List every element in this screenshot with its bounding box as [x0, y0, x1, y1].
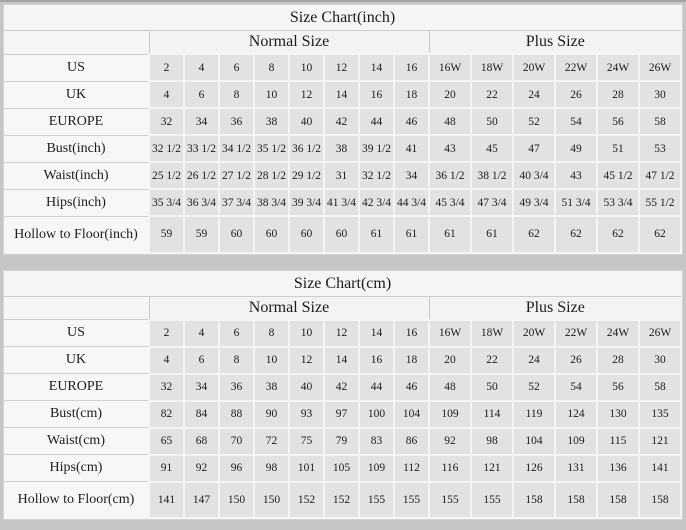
size-value-cell: 35 3/4 — [149, 189, 184, 216]
size-value-cell: 38 — [254, 374, 289, 401]
size-value-cell: 44 — [359, 108, 394, 135]
size-value-cell: 60 — [254, 216, 289, 253]
chart-title: Size Chart(cm) — [4, 271, 681, 297]
size-value-cell: 90 — [254, 401, 289, 428]
chart-title: Size Chart(inch) — [4, 5, 681, 31]
size-value-cell: 100 — [359, 401, 394, 428]
size-value-cell: 86 — [394, 428, 429, 455]
size-value-cell: 141 — [639, 455, 681, 482]
size-value-cell: 41 3/4 — [324, 189, 359, 216]
size-value-cell: 109 — [555, 428, 597, 455]
size-value-cell: 82 — [149, 401, 184, 428]
size-value-cell: 6 — [219, 54, 254, 81]
size-value-cell: 124 — [555, 401, 597, 428]
size-value-cell: 50 — [471, 374, 513, 401]
size-value-cell: 22W — [555, 320, 597, 347]
size-value-cell: 8 — [254, 54, 289, 81]
size-value-cell: 155 — [429, 482, 471, 519]
size-value-cell: 40 — [289, 108, 324, 135]
size-value-cell: 60 — [289, 216, 324, 253]
size-value-cell: 4 — [184, 54, 219, 81]
size-value-cell: 60 — [324, 216, 359, 253]
size-value-cell: 6 — [184, 81, 219, 108]
size-value-cell: 2 — [149, 320, 184, 347]
row-label: Hips(cm) — [4, 455, 149, 482]
size-value-cell: 56 — [597, 108, 639, 135]
row-label: Bust(inch) — [4, 135, 149, 162]
row-label: Bust(cm) — [4, 401, 149, 428]
size-value-cell: 91 — [149, 455, 184, 482]
size-value-cell: 45 — [471, 135, 513, 162]
size-value-cell: 53 3/4 — [597, 189, 639, 216]
size-value-cell: 158 — [597, 482, 639, 519]
row-label: Hollow to Floor(cm) — [4, 482, 149, 519]
size-value-cell: 52 — [513, 374, 555, 401]
size-value-cell: 135 — [639, 401, 681, 428]
size-value-cell: 20W — [513, 54, 555, 81]
size-value-cell: 10 — [254, 81, 289, 108]
size-value-cell: 130 — [597, 401, 639, 428]
plus-size-header: Plus Size — [429, 296, 681, 320]
size-value-cell: 27 1/2 — [219, 162, 254, 189]
size-value-cell: 83 — [359, 428, 394, 455]
row-label: Waist(inch) — [4, 162, 149, 189]
row-label: Hollow to Floor(inch) — [4, 216, 149, 253]
size-value-cell: 119 — [513, 401, 555, 428]
size-value-cell: 48 — [429, 108, 471, 135]
size-value-cell: 58 — [639, 374, 681, 401]
size-value-cell: 18W — [471, 320, 513, 347]
size-value-cell: 25 1/2 — [149, 162, 184, 189]
table-row — [4, 374, 681, 401]
size-value-cell: 65 — [149, 428, 184, 455]
size-value-cell: 36 — [219, 108, 254, 135]
size-value-cell: 49 3/4 — [513, 189, 555, 216]
size-value-cell: 93 — [289, 401, 324, 428]
size-value-cell: 42 — [324, 374, 359, 401]
size-value-cell: 49 — [555, 135, 597, 162]
size-value-cell: 26 1/2 — [184, 162, 219, 189]
size-value-cell: 62 — [639, 216, 681, 253]
row-label: US — [4, 320, 149, 347]
size-value-cell: 10 — [254, 347, 289, 374]
size-value-cell: 8 — [219, 81, 254, 108]
size-chart-cm-table — [4, 271, 682, 520]
size-value-cell: 52 — [513, 108, 555, 135]
size-value-cell: 42 — [324, 108, 359, 135]
size-value-cell: 155 — [359, 482, 394, 519]
size-value-cell: 158 — [513, 482, 555, 519]
size-value-cell: 29 1/2 — [289, 162, 324, 189]
size-value-cell: 155 — [394, 482, 429, 519]
size-value-cell: 158 — [639, 482, 681, 519]
size-value-cell: 112 — [394, 455, 429, 482]
size-value-cell: 22 — [471, 81, 513, 108]
size-value-cell: 42 3/4 — [359, 189, 394, 216]
size-value-cell: 131 — [555, 455, 597, 482]
size-value-cell: 61 — [429, 216, 471, 253]
size-value-cell: 14 — [324, 81, 359, 108]
size-value-cell: 61 — [359, 216, 394, 253]
size-value-cell: 115 — [597, 428, 639, 455]
size-value-cell: 88 — [219, 401, 254, 428]
size-value-cell: 59 — [149, 216, 184, 253]
size-value-cell: 96 — [219, 455, 254, 482]
table-row — [4, 189, 681, 216]
size-value-cell: 35 1/2 — [254, 135, 289, 162]
size-value-cell: 34 — [394, 162, 429, 189]
size-value-cell: 50 — [471, 108, 513, 135]
size-value-cell: 12 — [289, 347, 324, 374]
table-row — [4, 54, 681, 81]
size-value-cell: 61 — [394, 216, 429, 253]
size-value-cell: 38 — [254, 108, 289, 135]
size-value-cell: 28 1/2 — [254, 162, 289, 189]
group-header-row — [4, 296, 681, 320]
chart-title-row — [4, 5, 681, 31]
size-value-cell: 39 1/2 — [359, 135, 394, 162]
size-value-cell: 121 — [471, 455, 513, 482]
size-value-cell: 150 — [219, 482, 254, 519]
size-value-cell: 14 — [324, 347, 359, 374]
size-value-cell: 18 — [394, 347, 429, 374]
size-value-cell: 24W — [597, 320, 639, 347]
size-value-cell: 47 1/2 — [639, 162, 681, 189]
size-value-cell: 59 — [184, 216, 219, 253]
table-row — [4, 135, 681, 162]
size-value-cell: 24 — [513, 81, 555, 108]
size-value-cell: 147 — [184, 482, 219, 519]
size-value-cell: 32 1/2 — [359, 162, 394, 189]
size-value-cell: 16W — [429, 54, 471, 81]
size-value-cell: 58 — [639, 108, 681, 135]
size-value-cell: 61 — [471, 216, 513, 253]
size-value-cell: 43 — [429, 135, 471, 162]
size-value-cell: 40 3/4 — [513, 162, 555, 189]
size-value-cell: 152 — [289, 482, 324, 519]
size-value-cell: 75 — [289, 428, 324, 455]
size-value-cell: 48 — [429, 374, 471, 401]
size-value-cell: 45 3/4 — [429, 189, 471, 216]
size-value-cell: 70 — [219, 428, 254, 455]
table-row — [4, 482, 681, 519]
size-value-cell: 39 3/4 — [289, 189, 324, 216]
size-value-cell: 44 — [359, 374, 394, 401]
size-value-cell: 98 — [254, 455, 289, 482]
size-value-cell: 116 — [429, 455, 471, 482]
size-value-cell: 31 — [324, 162, 359, 189]
size-value-cell: 4 — [149, 347, 184, 374]
row-label: Hips(inch) — [4, 189, 149, 216]
size-value-cell: 16 — [359, 81, 394, 108]
size-value-cell: 158 — [555, 482, 597, 519]
size-value-cell: 109 — [429, 401, 471, 428]
size-value-cell: 37 3/4 — [219, 189, 254, 216]
size-value-cell: 53 — [639, 135, 681, 162]
normal-size-header: Normal Size — [149, 296, 429, 320]
size-value-cell: 38 — [324, 135, 359, 162]
size-value-cell: 28 — [597, 81, 639, 108]
size-value-cell: 46 — [394, 108, 429, 135]
size-value-cell: 104 — [394, 401, 429, 428]
size-value-cell: 92 — [184, 455, 219, 482]
size-value-cell: 34 1/2 — [219, 135, 254, 162]
size-value-cell: 38 3/4 — [254, 189, 289, 216]
plus-size-header: Plus Size — [429, 31, 681, 55]
size-value-cell: 136 — [597, 455, 639, 482]
size-value-cell: 41 — [394, 135, 429, 162]
size-value-cell: 18 — [394, 81, 429, 108]
size-value-cell: 79 — [324, 428, 359, 455]
size-value-cell: 24W — [597, 54, 639, 81]
size-value-cell: 45 1/2 — [597, 162, 639, 189]
size-value-cell: 16W — [429, 320, 471, 347]
size-value-cell: 105 — [324, 455, 359, 482]
size-value-cell: 97 — [324, 401, 359, 428]
table-row — [4, 347, 681, 374]
size-value-cell: 36 3/4 — [184, 189, 219, 216]
size-value-cell: 10 — [289, 54, 324, 81]
size-value-cell: 26 — [555, 81, 597, 108]
size-value-cell: 22 — [471, 347, 513, 374]
size-value-cell: 32 — [149, 374, 184, 401]
size-value-cell: 43 — [555, 162, 597, 189]
size-value-cell: 30 — [639, 347, 681, 374]
size-value-cell: 32 — [149, 108, 184, 135]
size-value-cell: 72 — [254, 428, 289, 455]
size-value-cell: 141 — [149, 482, 184, 519]
size-value-cell: 20W — [513, 320, 555, 347]
size-value-cell: 26W — [639, 54, 681, 81]
size-value-cell: 84 — [184, 401, 219, 428]
size-chart-inch-panel — [3, 4, 683, 255]
row-label: EUROPE — [4, 374, 149, 401]
size-value-cell: 44 3/4 — [394, 189, 429, 216]
size-value-cell: 24 — [513, 347, 555, 374]
row-label: UK — [4, 347, 149, 374]
size-value-cell: 34 — [184, 108, 219, 135]
size-value-cell: 8 — [254, 320, 289, 347]
size-value-cell: 38 1/2 — [471, 162, 513, 189]
size-value-cell: 62 — [597, 216, 639, 253]
row-label: US — [4, 54, 149, 81]
size-value-cell: 10 — [289, 320, 324, 347]
size-value-cell: 47 — [513, 135, 555, 162]
size-value-cell: 4 — [149, 81, 184, 108]
table-row — [4, 320, 681, 347]
size-value-cell: 14 — [359, 320, 394, 347]
size-value-cell: 16 — [359, 347, 394, 374]
size-value-cell: 60 — [219, 216, 254, 253]
size-value-cell: 12 — [324, 54, 359, 81]
table-row — [4, 401, 681, 428]
size-value-cell: 36 — [219, 374, 254, 401]
size-chart-cm-panel — [3, 270, 683, 521]
size-value-cell: 51 3/4 — [555, 189, 597, 216]
normal-size-header: Normal Size — [149, 31, 429, 55]
size-value-cell: 109 — [359, 455, 394, 482]
size-value-cell: 4 — [184, 320, 219, 347]
size-value-cell: 55 1/2 — [639, 189, 681, 216]
size-value-cell: 152 — [324, 482, 359, 519]
size-value-cell: 14 — [359, 54, 394, 81]
table-row — [4, 162, 681, 189]
table-row — [4, 216, 681, 253]
row-label: Waist(cm) — [4, 428, 149, 455]
size-value-cell: 54 — [555, 374, 597, 401]
size-value-cell: 12 — [289, 81, 324, 108]
size-value-cell: 56 — [597, 374, 639, 401]
size-value-cell: 32 1/2 — [149, 135, 184, 162]
size-value-cell: 20 — [429, 347, 471, 374]
size-value-cell: 92 — [429, 428, 471, 455]
size-value-cell: 28 — [597, 347, 639, 374]
table-row — [4, 428, 681, 455]
size-value-cell: 20 — [429, 81, 471, 108]
row-label: UK — [4, 81, 149, 108]
size-value-cell: 46 — [394, 374, 429, 401]
size-value-cell: 34 — [184, 374, 219, 401]
size-value-cell: 47 3/4 — [471, 189, 513, 216]
size-value-cell: 18W — [471, 54, 513, 81]
size-value-cell: 22W — [555, 54, 597, 81]
size-value-cell: 121 — [639, 428, 681, 455]
chart-title-row — [4, 271, 681, 297]
size-value-cell: 54 — [555, 108, 597, 135]
size-value-cell: 26W — [639, 320, 681, 347]
size-value-cell: 114 — [471, 401, 513, 428]
row-label: EUROPE — [4, 108, 149, 135]
size-value-cell: 68 — [184, 428, 219, 455]
table-row — [4, 455, 681, 482]
table-row — [4, 108, 681, 135]
size-value-cell: 2 — [149, 54, 184, 81]
size-value-cell: 104 — [513, 428, 555, 455]
size-value-cell: 36 1/2 — [429, 162, 471, 189]
size-value-cell: 30 — [639, 81, 681, 108]
size-value-cell: 155 — [471, 482, 513, 519]
size-value-cell: 12 — [324, 320, 359, 347]
corner-cell — [4, 31, 149, 55]
size-value-cell: 6 — [184, 347, 219, 374]
size-value-cell: 98 — [471, 428, 513, 455]
size-value-cell: 6 — [219, 320, 254, 347]
corner-cell — [4, 296, 149, 320]
size-value-cell: 150 — [254, 482, 289, 519]
table-row — [4, 81, 681, 108]
size-value-cell: 40 — [289, 374, 324, 401]
size-value-cell: 16 — [394, 54, 429, 81]
size-value-cell: 51 — [597, 135, 639, 162]
size-value-cell: 62 — [555, 216, 597, 253]
size-value-cell: 33 1/2 — [184, 135, 219, 162]
size-value-cell: 126 — [513, 455, 555, 482]
size-value-cell: 36 1/2 — [289, 135, 324, 162]
size-value-cell: 8 — [219, 347, 254, 374]
size-value-cell: 26 — [555, 347, 597, 374]
group-header-row — [4, 31, 681, 55]
size-chart-inch-table — [4, 5, 682, 254]
size-value-cell: 62 — [513, 216, 555, 253]
size-value-cell: 101 — [289, 455, 324, 482]
size-value-cell: 16 — [394, 320, 429, 347]
